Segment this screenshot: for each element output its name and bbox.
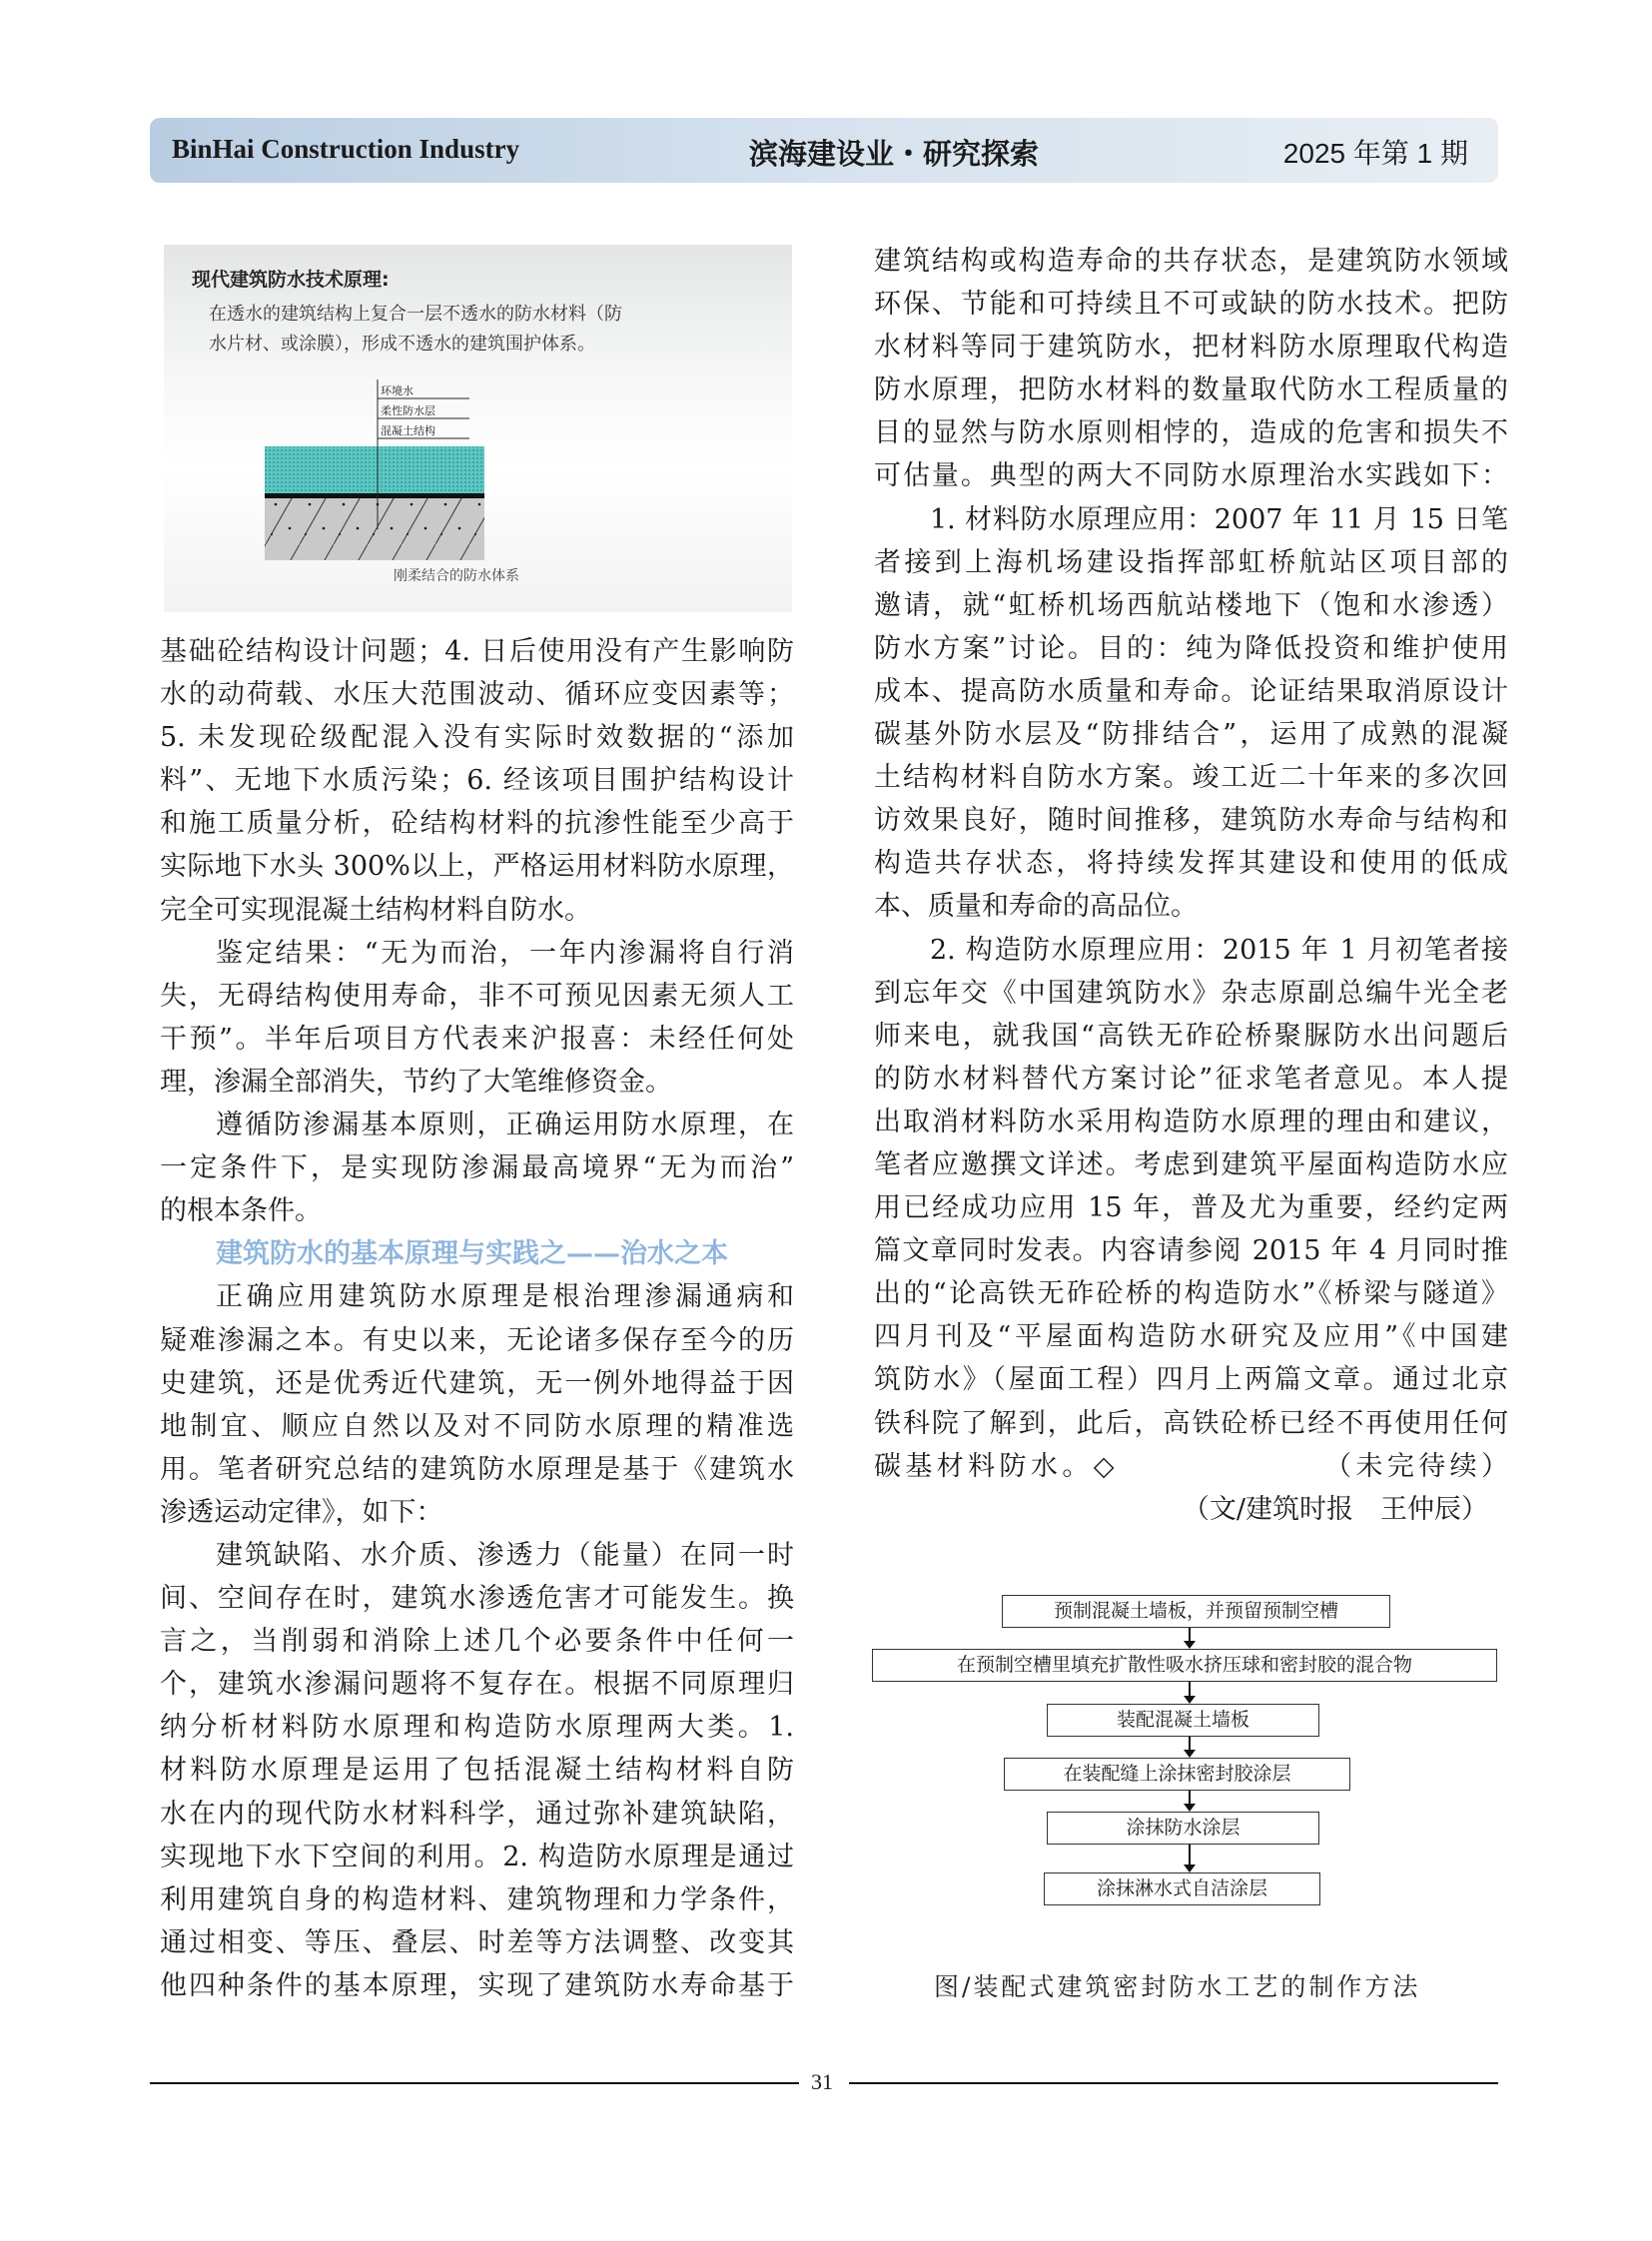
text-line: 四月刊及“平屋面构造防水研究及应用”《中国建 xyxy=(874,1321,1508,1353)
flowchart-step: 涂抹淋水式自洁涂层 xyxy=(1044,1872,1320,1905)
text-line: 料”、无地下水质污染；6. 经该项目围护结构设计 xyxy=(160,765,794,797)
text-line: 师来电，就我国“高铁无砟砼桥聚脲防水出问题后 xyxy=(874,1020,1508,1052)
water-layer xyxy=(265,446,484,493)
text-line: 通过相变、等压、叠层、时差等方法调整、改变其 xyxy=(160,1926,794,1958)
flowchart-caption: 图/装配式建筑密封防水工艺的制作方法 xyxy=(934,1972,1421,2001)
text-line: 干预”。半年后项目方代表来沪报喜：未经任何处 xyxy=(160,1023,794,1055)
text-line: 5. 未发现砼级配混入没有实际时效数据的“添加 xyxy=(160,722,794,754)
text-line: 铁科院了解到，此后，高铁砼桥已经不再使用任何 xyxy=(874,1407,1508,1439)
text-line: 用。笔者研究总结的建筑防水原理是基于《建筑水 xyxy=(160,1453,794,1485)
text-line: 遵循防渗漏基本原则，正确运用防水原理，在 xyxy=(216,1110,794,1141)
text-line: 正确应用建筑防水原理是根治理渗漏通病和 xyxy=(216,1281,794,1313)
text-line: 可估量。典型的两大不同防水原理治水实践如下： xyxy=(874,460,1508,492)
running-header xyxy=(150,118,1498,183)
text-line: 一定条件下，是实现防渗漏最高境界“无为而治” xyxy=(160,1152,794,1184)
text-line: 邀请，就“虹桥机场西航站楼地下（饱和水渗透） xyxy=(874,589,1508,621)
text-line: 疑难渗漏之本。有史以来，无论诸多保存至今的历 xyxy=(160,1324,794,1356)
text-line: 1. 材料防水原理应用：2007 年 11 月 15 日笔 xyxy=(930,503,1508,535)
text-line: 实现地下水下空间的利用。2. 构造防水原理是通过 xyxy=(160,1841,794,1872)
flowchart-step: 装配混凝土墙板 xyxy=(1047,1704,1319,1737)
text-line: 鉴定结果：“无为而治，一年内渗漏将自行消 xyxy=(216,937,794,969)
membrane-layer xyxy=(265,493,484,498)
text-line: 地制宜、顺应自然以及对不同防水原理的精准选 xyxy=(160,1410,794,1442)
flowchart-step: 在装配缝上涂抹密封胶涂层 xyxy=(1004,1758,1350,1791)
label-flexible-membrane: 柔性防水层 xyxy=(381,404,435,417)
figure-caption: 刚柔结合的防水体系 xyxy=(394,568,519,584)
flow-arrow-icon xyxy=(1189,1845,1191,1870)
text-line: 水的动荷载、水压大范围波动、循环应变因素等； xyxy=(160,679,794,711)
text-line: 利用建筑自身的构造材料、建筑物理和力学条件， xyxy=(160,1883,794,1915)
text-line: 碳基材料防水。◇ （未完待续） xyxy=(874,1450,1508,1482)
text-line: 2. 构造防水原理应用：2015 年 1 月初笔者接 xyxy=(930,934,1508,966)
text-line: 理，渗漏全部消失，节约了大笔维修资金。 xyxy=(160,1066,672,1098)
concrete-layer xyxy=(265,498,484,560)
text-line: 本、质量和寿命的高品位。 xyxy=(874,891,1198,923)
byline: （文/建筑时报 王仲辰） xyxy=(1182,1493,1488,1525)
text-line: 间、空间存在时，建筑水渗透危害才可能发生。换 xyxy=(160,1583,794,1615)
flowchart-step: 涂抹防水涂层 xyxy=(1047,1812,1319,1845)
text-line: 建筑结构或构造寿命的共存状态，是建筑防水领域 xyxy=(874,246,1508,277)
figure-title: 现代建筑防水技术原理: xyxy=(192,269,390,291)
text-line: 出取消材料防水采用构造防水原理的理由和建议， xyxy=(874,1106,1508,1137)
text-line: 他四种条件的基本原理，实现了建筑防水寿命基于 xyxy=(160,1969,794,2001)
text-line: 史建筑，还是优秀近代建筑，无一例外地得益于因 xyxy=(160,1367,794,1399)
page-number: 31 xyxy=(811,2069,833,2094)
text-line: 土结构材料自防水方案。竣工近二十年来的多次回 xyxy=(874,762,1508,794)
text-line: 构造共存状态，将持续发挥其建设和使用的低成 xyxy=(874,848,1508,880)
text-line: 出的“论高铁无砟砼桥的构造防水”《桥梁与隧道》 xyxy=(874,1278,1508,1310)
section-heading: 建筑防水的基本原理与实践之——治水之本 xyxy=(216,1238,728,1270)
figure-description: 在透水的建筑结构上复合一层不透水的防水材料（防水片材、或涂膜），形成不透水的建筑围护体系。 xyxy=(209,304,622,355)
issue-number: 2025 年第 1 期 xyxy=(1282,138,1468,169)
footer-rule-left xyxy=(150,2082,799,2084)
layer-diagram xyxy=(164,245,792,612)
flow-arrow-icon xyxy=(1189,1791,1191,1810)
journal-english-name: BinHai Construction Industry xyxy=(172,134,520,164)
text-line: 碳基外防水层及“防排结合”，运用了成熟的混凝 xyxy=(874,719,1508,751)
left-text-column xyxy=(160,630,794,2007)
text-line: 个，建筑水渗漏问题将不复存在。根据不同原理归 xyxy=(160,1669,794,1701)
text-line: 笔者应邀撰文详述。考虑到建筑平屋面构造防水应 xyxy=(874,1148,1508,1180)
flow-arrow-icon xyxy=(1189,1682,1191,1702)
text-line: 基础砼结构设计问题；4. 日后使用没有产生影响防 xyxy=(160,636,794,667)
text-line: 访效果良好，随时间推移，建筑防水寿命与结构和 xyxy=(874,805,1508,837)
flow-arrow-icon xyxy=(1189,1628,1191,1647)
text-line: 成本、提高防水质量和寿命。论证结果取消原设计 xyxy=(874,675,1508,707)
footer-rule-right xyxy=(849,2082,1498,2084)
waterproofing-principle-figure xyxy=(164,245,792,612)
text-line: 用已经成功应用 15 年，普及尤为重要，经约定两 xyxy=(874,1192,1508,1224)
text-line: 失，无碍结构使用寿命，非不可预见因素无须人工 xyxy=(160,980,794,1012)
flow-arrow-icon xyxy=(1189,1737,1191,1756)
text-line: 目的显然与防水原则相悖的，造成的危害和损失不 xyxy=(874,417,1508,449)
right-text-column xyxy=(874,240,1508,1531)
label-ambient-water: 环境水 xyxy=(381,384,413,397)
text-line: 环保、节能和可持续且不可或缺的防水技术。把防 xyxy=(874,289,1508,321)
text-line: 言之，当削弱和消除上述几个必要条件中任何一 xyxy=(160,1626,794,1658)
text-line: 纳分析材料防水原理和构造防水原理两大类。1. xyxy=(160,1712,794,1744)
text-line: 到忘年交《中国建筑防水》杂志原副总编牛光全老 xyxy=(874,977,1508,1009)
flowchart-step: 预制混凝土墙板，并预留预制空槽 xyxy=(1002,1595,1390,1628)
text-line: 和施工质量分析，砼结构材料的抗渗性能至少高于 xyxy=(160,808,794,840)
text-line: 的根本条件。 xyxy=(160,1195,322,1227)
flowchart-step: 在预制空槽里填充扩散性吸水挤压球和密封胶的混合物 xyxy=(872,1649,1497,1682)
text-line: 材料防水原理是运用了包括混凝土结构材料自防 xyxy=(160,1755,794,1787)
text-line: 筑防水》（屋面工程）四月上两篇文章。通过北京 xyxy=(874,1364,1508,1396)
text-line: 者接到上海机场建设指挥部虹桥航站区项目部的 xyxy=(874,546,1508,578)
text-line: 水在内的现代防水材料科学，通过弥补建筑缺陷， xyxy=(160,1798,794,1830)
text-line: 篇文章同时发表。内容请参阅 2015 年 4 月同时推 xyxy=(874,1235,1508,1267)
text-line: 的防水材料替代方案讨论”征求笔者意见。本人提 xyxy=(874,1063,1508,1095)
text-line: 水材料等同于建筑防水，把材料防水原理取代构造 xyxy=(874,332,1508,364)
text-line: 完全可实现混凝土结构材料自防水。 xyxy=(160,894,591,926)
text-line: 防水原理，把防水材料的数量取代防水工程质量的 xyxy=(874,374,1508,406)
text-line: 渗透运动定律》，如下： xyxy=(160,1496,443,1528)
label-concrete-structure: 混凝土结构 xyxy=(381,424,435,437)
text-line: 防水方案”讨论。目的：纯为降低投资和维护使用 xyxy=(874,632,1508,664)
text-line: 建筑缺陷、水介质、渗透力（能量）在同一时 xyxy=(216,1539,794,1571)
text-line: 实际地下水头 300%以上，严格运用材料防水原理， xyxy=(160,851,794,883)
journal-section-title: 滨海建设业・研究探索 xyxy=(749,139,1040,171)
